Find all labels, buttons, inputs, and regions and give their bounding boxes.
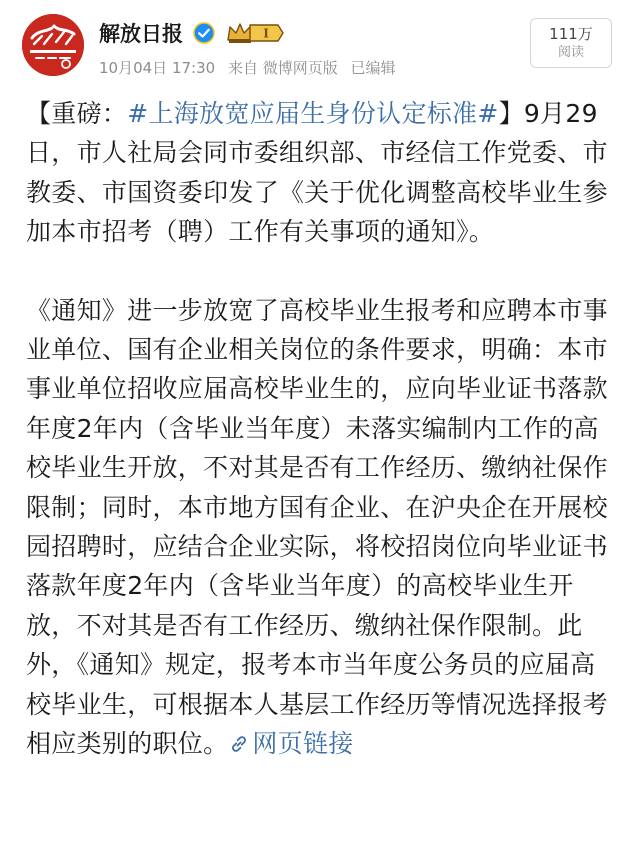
hashtag-link[interactable]: #上海放宽应届生身份认定标准#: [127, 99, 499, 128]
account-name[interactable]: 解放日报: [99, 22, 183, 46]
web-link-label[interactable]: 网页链接: [252, 729, 354, 759]
post-body: [26, 94, 620, 764]
brand-logo-icon: [22, 14, 84, 76]
edited-label[interactable]: 已编辑: [350, 59, 396, 77]
post-meta: [99, 57, 404, 79]
paragraph-gap: [26, 252, 620, 291]
paragraph-1-text: 】9月29日，市人社局会同市委组织部、市经信工作党委、市教委、市国资委印发了《关于优化调整高校毕业生参加本市招考（聘）工作有关事项的通知》。: [26, 99, 608, 247]
link-chain-icon: [228, 733, 250, 755]
views-label: 阅读: [557, 45, 584, 60]
views-count: 111万: [549, 25, 593, 43]
paragraph-2-text: 《通知》进一步放宽了高校毕业生报考和应聘本市事业单位、国有企业相关岗位的条件要求，明确：本市事业单位招收应届高校毕业生的，应向毕业证书落款年度2年内（含毕业当年度）未落实编制内工作的高校毕业生开放，不对其是否有工作经历、缴纳社保作限制；同时，本市地方国有企业、在沪央企在开展校园招聘时，应结合企业实际，将校招岗位向毕业证书落款年度2年内（含毕业当年度）的高校毕业生开放，不对其是否有工作经历、缴纳社保作限制。此外，《通知》规定，报考本市当年度公务员的应届高校毕业生，可根据本人基层工作经历等情况选择报考相应类别的职位。: [26, 295, 608, 759]
timestamp: 10月04日 17:30: [99, 59, 216, 77]
post-source: 来自 微博网页版: [227, 59, 338, 77]
bracket-open: 【重磅：: [26, 99, 128, 128]
web-link[interactable]: [228, 729, 353, 758]
vip-crown-icon[interactable]: [226, 21, 284, 45]
avatar[interactable]: [22, 14, 84, 76]
post-paragraph-1: [26, 94, 620, 252]
vip-level: I: [263, 26, 269, 41]
post-header: [0, 0, 640, 92]
verified-check-icon: [193, 22, 215, 44]
views-badge: [530, 18, 612, 68]
post-paragraph-2: [26, 291, 620, 764]
